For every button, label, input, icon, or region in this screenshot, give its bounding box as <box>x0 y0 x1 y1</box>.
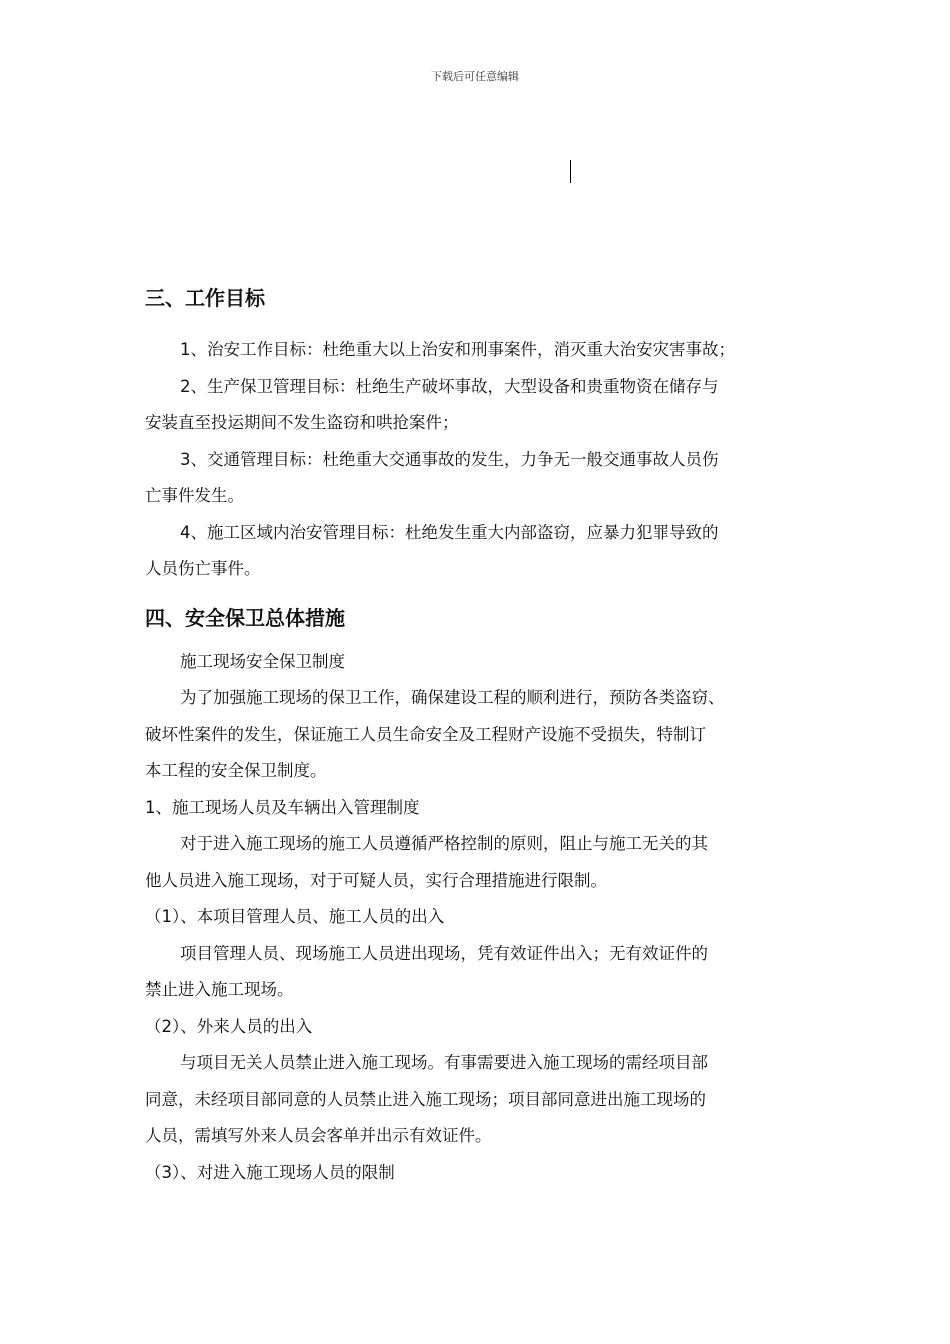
sub-2-line-1: 与项目无关人员禁止进入施工现场。有事需要进入施工现场的需经项目部 <box>180 1053 708 1072</box>
intro-line-3: 本工程的安全保卫制度。 <box>145 761 327 780</box>
section-4-heading: 四、安全保卫总体措施 <box>145 605 345 630</box>
goal-3-line-1: 3、交通管理目标：杜绝重大交通事故的发生，力争无一般交通事故人员伤 <box>180 449 719 469</box>
section-3-heading: 三、工作目标 <box>145 286 265 310</box>
sub-2-line-2: 同意，未经项目部同意的人员禁止进入施工现场；项目部同意进出施工现场的 <box>145 1089 706 1109</box>
intro-line-2: 破坏性案件的发生，保证施工人员生命安全及工程财产设施不受损失，特制订 <box>145 724 706 744</box>
sub-3-title: （3）、对进入施工现场人员的限制 <box>145 1162 395 1182</box>
goal-4-line-1: 4、施工区域内治安管理目标：杜绝发生重大内部盗窃，应暴力犯罪导致的 <box>180 522 719 542</box>
sub-1-title: （1）、本项目管理人员、施工人员的出入 <box>145 907 445 926</box>
document-body <box>145 278 825 1191</box>
sub-2-line-3: 人员，需填写外来人员会客单并出示有效证件。 <box>145 1126 492 1145</box>
page-header: 下载后可任意编辑 <box>431 70 519 83</box>
goal-2-line-1: 2、生产保卫管理目标：杜绝生产破坏事故，大型设备和贵重物资在储存与 <box>180 376 719 396</box>
rule-1-title: 1、施工现场人员及车辆出入管理制度 <box>145 797 420 817</box>
text-cursor <box>570 160 571 183</box>
goal-4-line-2: 人员伤亡事件。 <box>145 559 261 578</box>
goal-3-line-2: 亡事件发生。 <box>145 486 244 505</box>
intro-line-1: 为了加强施工现场的保卫工作，确保建设工程的顺利进行，预防各类盗窃、 <box>180 688 725 707</box>
sub-2-title: （2）、外来人员的出入 <box>145 1016 313 1036</box>
section-4-subtitle: 施工现场安全保卫制度 <box>180 651 345 671</box>
goal-2-line-2: 安装直至投运期间不发生盗窃和哄抢案件； <box>145 413 459 432</box>
sub-1-line-2: 禁止进入施工现场。 <box>145 980 294 999</box>
goal-1-line-1: 1、治安工作目标：杜绝重大以上治安和刑事案件，消灭重大治安灾害事故； <box>180 340 735 359</box>
rule-1-line-2: 他人员进入施工现场，对于可疑人员，实行合理措施进行限制。 <box>145 870 607 890</box>
sub-1-line-1: 项目管理人员、现场施工人员进出现场，凭有效证件出入；无有效证件的 <box>180 943 708 963</box>
rule-1-line-1: 对于进入施工现场的施工人员遵循严格控制的原则，阻止与施工无关的其 <box>180 834 708 853</box>
